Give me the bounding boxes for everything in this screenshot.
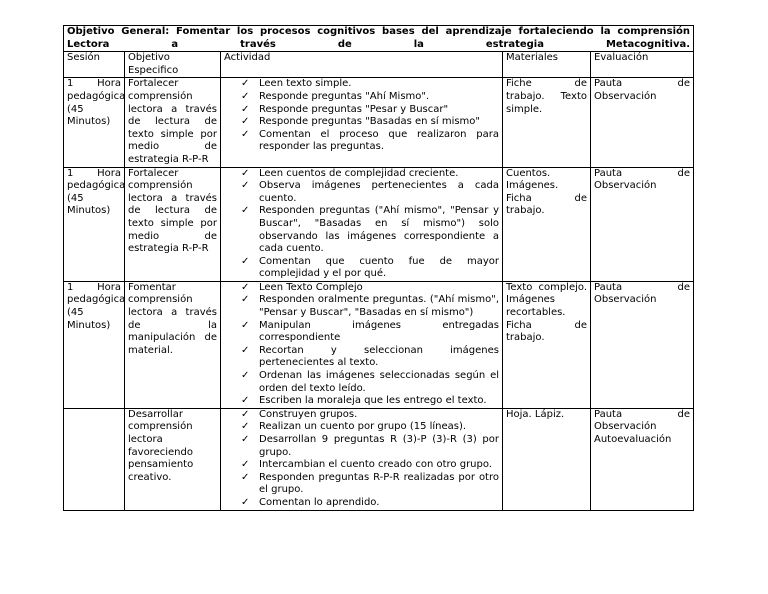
- checkmark-icon: ✓: [241, 370, 250, 382]
- activity-text: Comentan lo aprendido.: [259, 496, 380, 508]
- checkmark-icon: ✓: [241, 205, 250, 217]
- activity-text: Ordenan las imágenes seleccionadas según el orden del texto leído.: [259, 370, 499, 394]
- activity-item: [224, 116, 499, 129]
- header-materiales: Materiales: [503, 52, 591, 78]
- checkmark-icon: ✓: [241, 319, 250, 331]
- objective-cell: Desarrollar comprensión lectora favoreciendo pensamiento creativo.: [125, 408, 221, 510]
- header-evaluacion: Evaluación: [591, 52, 694, 78]
- materials-cell: Fiche de trabajo. Texto simple.: [503, 78, 591, 167]
- activity-text: Responden oralmente preguntas. ("Ahí mismo", "Pensar y Buscar", "Basadas en sí mismo"): [259, 294, 499, 319]
- checkmark-icon: ✓: [241, 421, 250, 433]
- checkmark-icon: ✓: [241, 434, 250, 445]
- session-cell: [64, 408, 125, 510]
- table-row: [64, 281, 694, 408]
- header-actividad: Actividad: [221, 52, 503, 78]
- activity-item: [224, 472, 499, 497]
- activity-text: Leen Texto Complejo: [259, 281, 363, 293]
- activity-item: [224, 282, 499, 295]
- activity-item: [224, 205, 499, 255]
- activity-item: [224, 370, 499, 395]
- checkmark-icon: ✓: [241, 408, 250, 420]
- activity-text: Responde preguntas "Basadas en sí mismo": [259, 116, 481, 128]
- activity-item: [224, 168, 499, 181]
- checkmark-icon: ✓: [241, 496, 250, 508]
- activity-list: [224, 282, 499, 408]
- table-row: [64, 78, 694, 167]
- activity-item: [224, 91, 499, 104]
- checkmark-icon: ✓: [241, 459, 250, 471]
- activity-text: Responde preguntas "Ahí Mismo".: [259, 90, 430, 102]
- activity-item: [224, 345, 499, 370]
- checkmark-icon: ✓: [241, 471, 250, 483]
- activity-item: [224, 129, 499, 154]
- activity-text: Leen cuentos de complejidad creciente.: [259, 167, 459, 179]
- table-row: [64, 167, 694, 281]
- activity-item: [224, 395, 499, 408]
- activities-cell: [221, 408, 503, 510]
- checkmark-icon: ✓: [241, 294, 250, 306]
- checkmark-icon: ✓: [241, 255, 250, 267]
- activity-item: [224, 320, 499, 345]
- checkmark-icon: ✓: [241, 180, 250, 192]
- activity-item: [224, 78, 499, 91]
- activity-text: Realizan un cuento por grupo (15 líneas).: [259, 421, 467, 433]
- activities-cell: [221, 281, 503, 408]
- activity-text: Leen texto simple.: [259, 78, 352, 90]
- activity-text: Observa imágenes pertenecientes a cada cuento.: [259, 180, 499, 204]
- activity-item: [224, 104, 499, 117]
- checkmark-icon: ✓: [241, 344, 250, 356]
- checkmark-icon: ✓: [241, 116, 250, 128]
- materials-cell: Texto complejo. Imágenes recortables. Ficha de trabajo.: [503, 281, 591, 408]
- title-row: [64, 26, 694, 52]
- activity-text: Responde preguntas "Pesar y Buscar": [259, 103, 449, 115]
- materials-cell: Hoja. Lápiz.: [503, 408, 591, 510]
- activity-text: Responden preguntas R-P-R realizadas por otro el grupo.: [259, 471, 499, 496]
- evaluation-cell: Pauta de Observación Autoevaluación: [591, 408, 694, 510]
- activity-item: [224, 256, 499, 281]
- document-page: [63, 25, 693, 511]
- lesson-plan-table: [63, 25, 694, 511]
- checkmark-icon: ✓: [241, 395, 250, 407]
- header-sesion: Sesión: [64, 52, 125, 78]
- session-cell: 1 Hora pedagógica (45 Minutos): [64, 78, 125, 167]
- activity-text: Responden preguntas ("Ahí mismo", "Pensar y Buscar", "Basadas en sí mismo") solo observando las imágenes correspondiente a cada cuento.: [259, 205, 499, 255]
- activities-cell: [221, 78, 503, 167]
- checkmark-icon: ✓: [241, 78, 250, 90]
- activity-text: Comentan que cuento fue de mayor complejidad y el por qué.: [259, 255, 499, 280]
- activity-text: Comentan el proceso que realizaron para responder las preguntas.: [259, 128, 499, 153]
- activity-item: [224, 459, 499, 472]
- table-body: [64, 78, 694, 510]
- general-objective-title: Objetivo General: Fomentar los procesos cognitivos bases del aprendizaje fortaleciendo la comprensión Lectora a través de la estrategia Metacognitiva.: [64, 26, 694, 52]
- evaluation-cell: Pauta de Observación: [591, 281, 694, 408]
- materials-cell: Cuentos. Imágenes. Ficha de trabajo.: [503, 167, 591, 281]
- table-row: [64, 408, 694, 510]
- checkmark-icon: ✓: [241, 90, 250, 102]
- session-cell: 1 Hora pedagógica (45 Minutos): [64, 281, 125, 408]
- activity-item: [224, 421, 499, 434]
- session-cell: 1 Hora pedagógica (45 Minutos): [64, 167, 125, 281]
- activity-text: Intercambian el cuento creado con otro grupo.: [259, 459, 492, 471]
- activity-item: [224, 409, 499, 422]
- activity-text: Escriben la moraleja que les entrego el texto.: [259, 395, 487, 407]
- activity-text: Manipulan imágenes entregadas correspondiente: [259, 319, 499, 344]
- activity-item: [224, 180, 499, 205]
- activity-item: [224, 497, 499, 510]
- activities-cell: [221, 167, 503, 281]
- objective-cell: Fortalecer comprensión lectora a través de lectura de texto simple por medio de estrategia R-P-R: [125, 167, 221, 281]
- objective-cell: Fortalecer comprensión lectora a través de lectura de texto simple por medio de estrategia R-P-R: [125, 78, 221, 167]
- checkmark-icon: ✓: [241, 103, 250, 115]
- activity-item: [224, 434, 499, 459]
- checkmark-icon: ✓: [241, 128, 250, 140]
- activity-list: [224, 78, 499, 154]
- objective-cell: Fomentar comprensión lectora a través de la manipulación de material.: [125, 281, 221, 408]
- activity-list: [224, 168, 499, 281]
- activity-list: [224, 409, 499, 510]
- evaluation-cell: Pauta de Observación: [591, 78, 694, 167]
- checkmark-icon: ✓: [241, 281, 250, 293]
- activity-text: Recortan y seleccionan imágenes pertenecientes al texto.: [259, 344, 499, 369]
- header-objetivo: Objetivo Especifico: [125, 52, 221, 78]
- evaluation-cell: Pauta de Observación: [591, 167, 694, 281]
- activity-item: [224, 294, 499, 319]
- activity-text: Construyen grupos.: [259, 408, 358, 420]
- header-row: [64, 52, 694, 78]
- activity-text: Desarrollan 9 preguntas R (3)-P (3)-R (3) por grupo.: [259, 434, 499, 458]
- checkmark-icon: ✓: [241, 167, 250, 179]
